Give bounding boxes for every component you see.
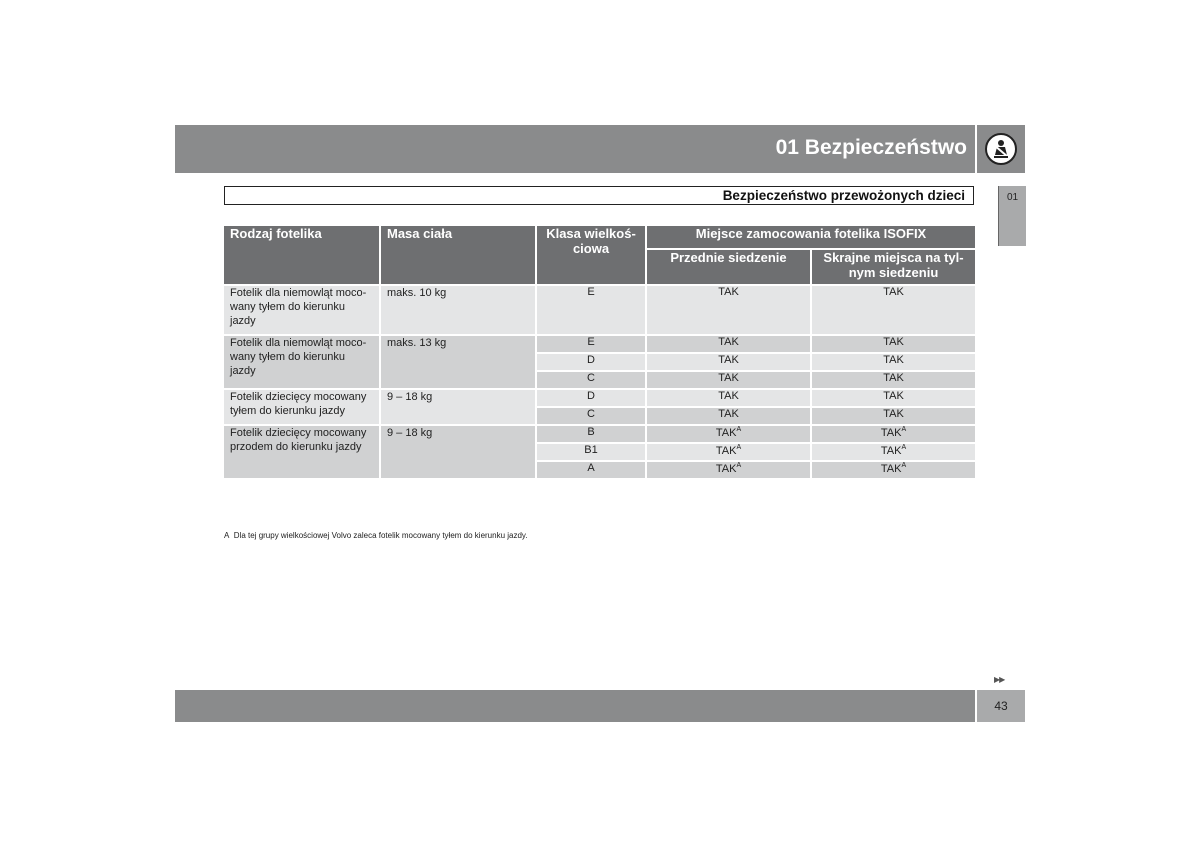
section-title: Bezpieczeństwo przewożonych dzieci — [722, 188, 965, 203]
class-cell: E — [536, 335, 646, 353]
front-cell: TAK — [646, 371, 811, 389]
mass-cell: maks. 13 kg — [380, 335, 536, 389]
section-title-box — [224, 186, 974, 205]
seatbelt-safety-icon — [985, 133, 1017, 165]
header-front-seat: Przednie siedzenie — [646, 249, 811, 285]
footnote-marker: A — [901, 444, 907, 451]
footnote-text: Dla tej grupy wielkościowej Volvo zaleca fotelik mocowany tyłem do kierunku jazdy. — [233, 531, 528, 540]
page-number-box — [977, 690, 1025, 722]
chapter-icon-box — [977, 125, 1025, 173]
front-cell: TAK — [646, 389, 811, 407]
front-cell: TAK — [646, 353, 811, 371]
table-row — [224, 389, 976, 407]
rear-value: TAK — [880, 445, 902, 457]
rear-cell: TAK — [811, 407, 976, 425]
mass-cell: 9 – 18 kg — [380, 389, 536, 425]
mass-cell: 9 – 18 kg — [380, 425, 536, 479]
class-cell: D — [536, 353, 646, 371]
front-cell: TAK — [646, 335, 811, 353]
footnote-marker: A — [901, 462, 907, 469]
class-cell: E — [536, 285, 646, 335]
class-cell: A — [536, 461, 646, 479]
rear-value: TAK — [880, 463, 902, 475]
front-value: TAK — [715, 445, 737, 457]
header-rear-seats: Skrajne miejsca na tyl-nym siedzeniu — [811, 249, 976, 285]
mass-cell: maks. 10 kg — [380, 285, 536, 335]
rear-cell: TAK — [811, 389, 976, 407]
next-page-arrows-icon[interactable]: ▶▶ — [994, 675, 1005, 684]
rear-cell: TAK — [811, 353, 976, 371]
class-cell: B1 — [536, 443, 646, 461]
rear-cell — [811, 425, 976, 443]
front-cell: TAK — [646, 407, 811, 425]
seat-type-cell: Fotelik dla niemowląt moco-wany tyłem do kierunku jazdy — [224, 285, 380, 335]
rear-cell — [811, 443, 976, 461]
rear-cell — [811, 461, 976, 479]
front-cell: TAK — [646, 285, 811, 335]
page-number: 43 — [994, 699, 1008, 713]
chapter-side-tab[interactable] — [998, 186, 1026, 246]
seat-type-cell: Fotelik dla niemowląt moco-wany tyłem do kierunku jazdy — [224, 335, 380, 389]
footnote-marker: A — [736, 426, 742, 433]
chapter-title: 01 Bezpieczeństwo — [775, 136, 967, 159]
header-type: Rodzaj fotelika — [224, 226, 380, 285]
footnote-marker: A — [224, 531, 230, 540]
rear-cell: TAK — [811, 335, 976, 353]
seat-type-cell: Fotelik dziecięcy mocowany tyłem do kierunku jazdy — [224, 389, 380, 425]
table-row — [224, 335, 976, 353]
front-cell — [646, 425, 811, 443]
footer-bar — [175, 690, 975, 722]
front-cell — [646, 461, 811, 479]
front-value: TAK — [715, 463, 737, 475]
header-mass: Masa ciała — [380, 226, 536, 285]
rear-value: TAK — [880, 427, 902, 439]
class-cell: C — [536, 407, 646, 425]
isofix-table — [224, 226, 977, 480]
footnote-marker: A — [736, 444, 742, 451]
header-class: Klasa wielkoś-ciowa — [536, 226, 646, 285]
table-row — [224, 425, 976, 443]
footnote-marker: A — [736, 462, 742, 469]
rear-cell: TAK — [811, 371, 976, 389]
seat-type-cell: Fotelik dziecięcy mocowany przodem do kierunku jazdy — [224, 425, 380, 479]
side-tab-label: 01 — [1006, 192, 1019, 203]
class-cell: D — [536, 389, 646, 407]
footnote-marker: A — [901, 426, 907, 433]
rear-cell: TAK — [811, 285, 976, 335]
chapter-header-bar — [175, 125, 975, 173]
class-cell: C — [536, 371, 646, 389]
footnote — [224, 531, 528, 540]
table-row — [224, 285, 976, 335]
header-isofix-group: Miejsce zamocowania fotelika ISOFIX — [646, 226, 976, 249]
front-value: TAK — [715, 427, 737, 439]
front-cell — [646, 443, 811, 461]
class-cell: B — [536, 425, 646, 443]
